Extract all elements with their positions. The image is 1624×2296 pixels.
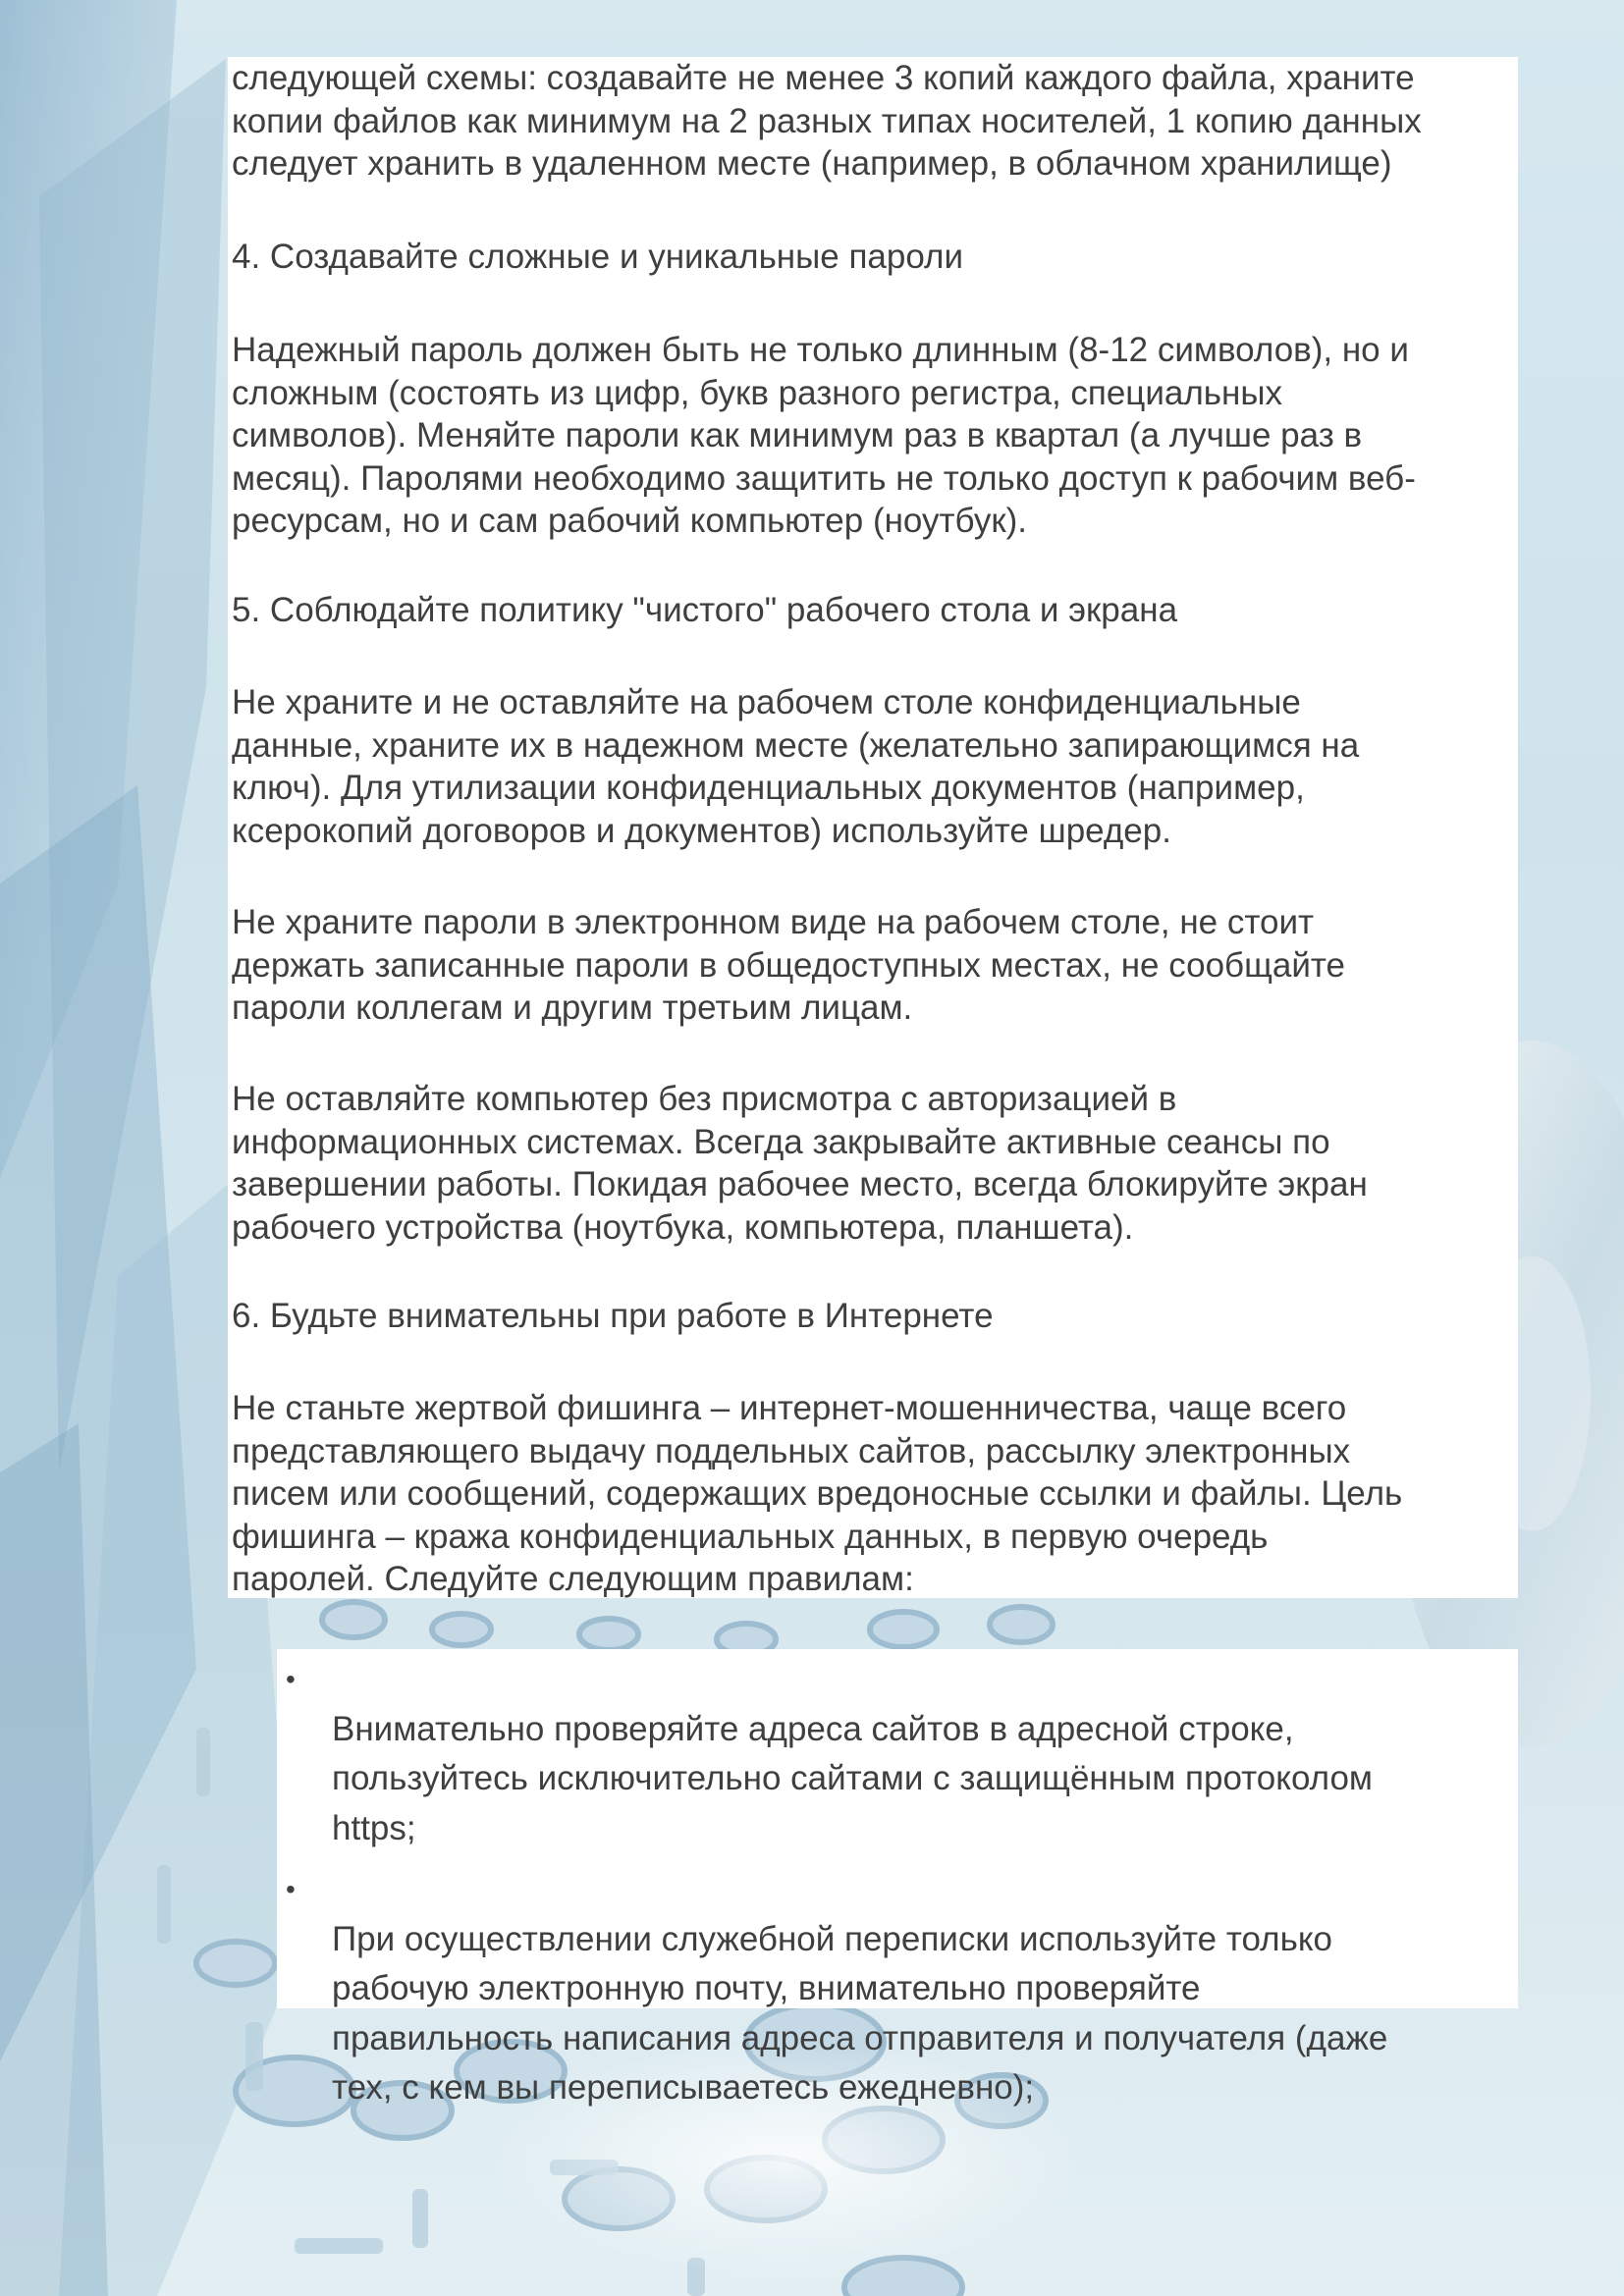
bullet-icon: •: [286, 1874, 296, 1904]
section-heading-clean-desk: 5. Соблюдайте политику "чистого" рабочего стола и экрана: [232, 591, 1178, 629]
paragraph-clean-desk: Не храните и не оставляйте на рабочем столе конфиденциальные данные, храните их в надежном месте (желательно запирающимся на ключ). Для утилизации конфиденциальных документов (например, ксерокопий договоров и документов) используйте шредер.: [232, 683, 1360, 850]
list-item: [277, 1865, 1504, 2113]
phishing-rules-list: [277, 1655, 1504, 2125]
paragraph-phishing: Не станьте жертвой фишинга – интернет-мошенничества, чаще всего представляющего выдачу поддельных сайтов, рассылку электронных писем или сообщений, содержащих вредоносные ссылки и файлы. Цель фишинга – кража конфиденциальных данных, в первую очередь паролей. Следуйте следующим правилам:: [232, 1389, 1403, 1598]
list-item-text: При осуществлении служебной переписки используйте только рабочую электронную почту, внимательно проверяйте правильность написания адреса отправителя и получателя (даже тех, с кем вы переписываетесь ежедневно);: [332, 1919, 1388, 2107]
list-item-text: Внимательно проверяйте адреса сайтов в адресной строке, пользуйтесь исключительно сайтами с защищённым протоколом https;: [332, 1709, 1373, 1847]
paragraph-lock-screen: Не оставляйте компьютер без присмотра с авторизацией в информационных системах. Всегда закрывайте активные сеансы по завершении работы. Покидая рабочее место, всегда блокируйте экран рабочего устройства (ноутбука, компьютера, планшета).: [232, 1080, 1368, 1247]
section-heading-passwords: 4. Создавайте сложные и уникальные пароли: [232, 238, 964, 276]
paragraph-backup-scheme: следующей схемы: создавайте не менее 3 копий каждого файла, храните копии файлов как минимум на 2 разных типах носителей, 1 копию данных следует хранить в удаленном месте (например, в облачном хранилище): [232, 59, 1422, 183]
bullet-icon: •: [286, 1664, 296, 1694]
paragraph-password-storage: Не храните пароли в электронном виде на рабочем столе, не стоит держать записанные пароли в общедоступных местах, не сообщайте пароли коллегам и другим третьим лицам.: [232, 903, 1345, 1027]
paragraph-passwords: Надежный пароль должен быть не только длинным (8-12 символов), но и сложным (состоять из цифр, букв разного регистра, специальных символов). Меняйте пароли как минимум раз в квартал (а лучше раз в месяц). Паролями необходимо защитить не только доступ к рабочим веб- ресурсам, но и сам рабочий компьютер (ноутбук).: [232, 331, 1416, 540]
section-heading-internet: 6. Будьте внимательны при работе в Интернете: [232, 1297, 994, 1335]
list-item: [277, 1655, 1504, 1853]
